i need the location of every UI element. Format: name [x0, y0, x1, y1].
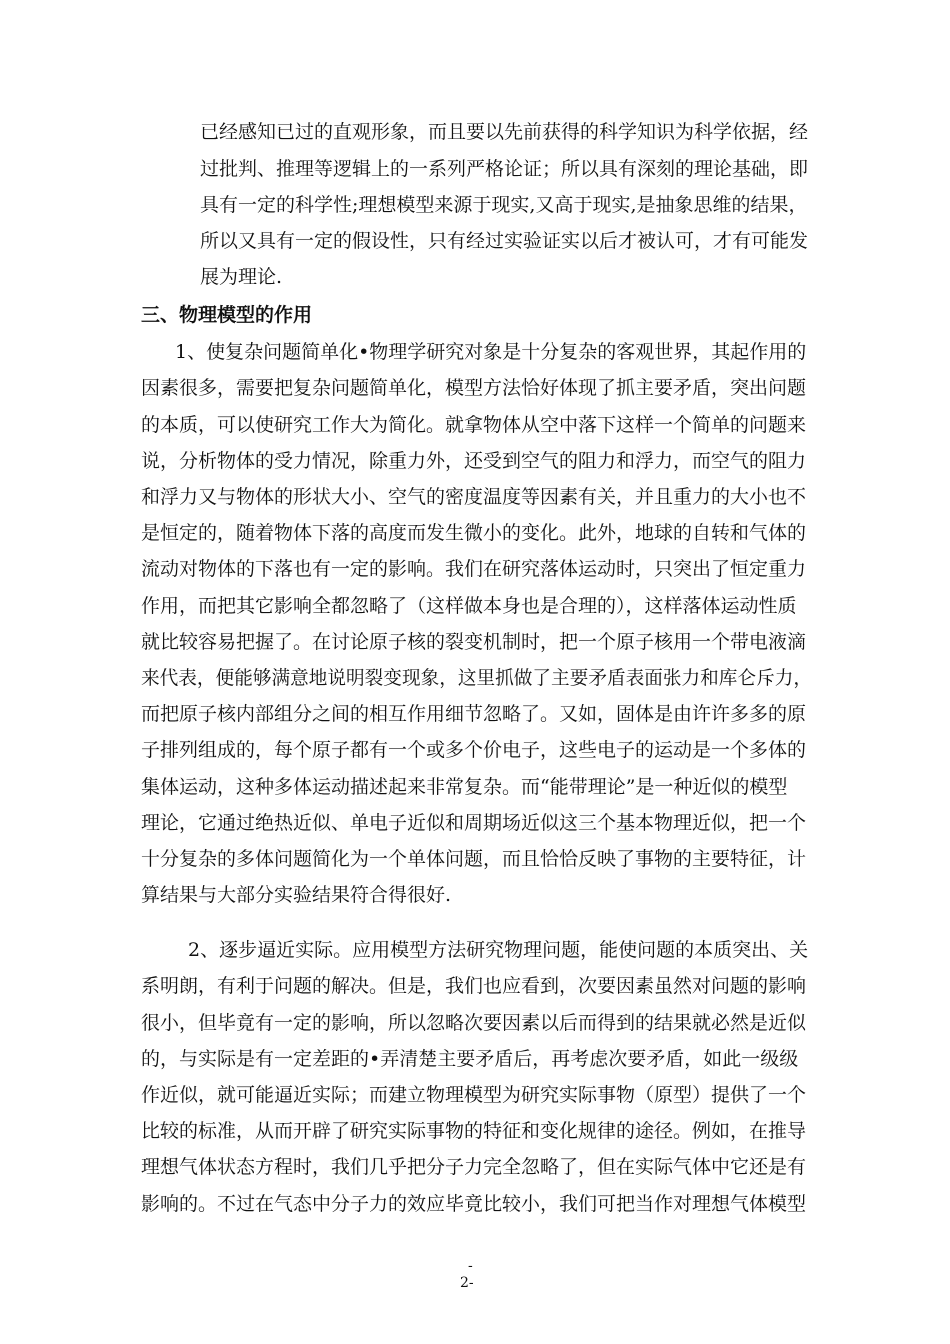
text-line: 比较的标准，从而开辟了研究实际事物的特征和变化规律的途径。例如，在推导 — [141, 1120, 807, 1142]
page-number: 2- — [460, 1275, 474, 1291]
text-line: 过批判、推理等逻辑上的一系列严格论证；所以具有深刻的理论基础，即 — [200, 158, 809, 180]
text-line: 算结果与大部分实验结果符合得很好. — [141, 884, 452, 906]
text-line: 所以又具有一定的假设性，只有经过实验证实以后才被认可，才有可能发 — [200, 230, 809, 252]
text-line: 就比较容易把握了。在讨论原子核的裂变机制时，把一个原子核用一个带电液滴 — [141, 631, 807, 653]
text-line: 理论，它通过绝热近似、单电子近似和周期场近似这三个基本物理近似，把一个 — [141, 812, 807, 834]
section-heading: 三、物理模型的作用 — [141, 304, 313, 326]
text-line: 的本质，可以使研究工作大为简化。就拿物体从空中落下这样一个简单的问题来 — [141, 414, 807, 436]
text-line: 子排列组成的，每个原子都有一个或多个价电子，这些电子的运动是一个多体的 — [141, 739, 807, 761]
text-line: 因素很多，需要把复杂问题简单化，模型方法恰好体现了抓主要矛盾，突出问题 — [141, 377, 807, 399]
text-line: 影响的。不过在气态中分子力的效应毕竟比较小，我们可把当作对理想气体模型 — [141, 1193, 807, 1215]
text-line: 很小，但毕竟有一定的影响，所以忽略次要因素以后而得到的结果就必然是近似 — [141, 1012, 807, 1034]
text-line: 集体运动，这种多体运动描述起来非常复杂。而“能带理论”是一种近似的模型 — [141, 776, 788, 798]
text-line: 作用，而把其它影响全都忽略了（这样做本身也是合理的），这样落体运动性质 — [141, 595, 797, 617]
text-line: 而把原子核内部组分之间的相互作用细节忽略了。又如，固体是由许许多多的原 — [141, 703, 807, 725]
text-line: 具有一定的科学性;理想模型来源于现实,又高于现实,是抽象思维的结果， — [200, 194, 808, 216]
footer-dash: - — [468, 1258, 473, 1274]
text-line: 系明朗，有利于问题的解决。但是，我们也应看到，次要因素虽然对问题的影响 — [141, 975, 807, 997]
text-line: 十分复杂的多体问题简化为一个单体问题，而且恰恰反映了事物的主要特征，计 — [141, 848, 807, 870]
text-line: 理想气体状态方程时，我们几乎把分子力完全忽略了，但在实际气体中它还是有 — [141, 1156, 807, 1178]
text-line: 作近似，就可能逼近实际；而建立物理模型为研究实际事物（原型）提供了一个 — [141, 1084, 807, 1106]
text-line: 来代表，便能够满意地说明裂变现象，这里抓做了主要矛盾表面张力和库仑斥力， — [141, 667, 813, 689]
text-line: 1、使复杂问题简单化•物理学研究对象是十分复杂的客观世界，其起作用的 — [175, 341, 807, 363]
text-line: 流动对物体的下落也有一定的影响。我们在研究落体运动时，只突出了恒定重力 — [141, 558, 807, 580]
text-line: 已经感知已过的直观形象，而且要以先前获得的科学知识为科学依据，经 — [200, 121, 809, 143]
text-line: 说，分析物体的受力情况，除重力外，还受到空气的阻力和浮力，而空气的阻力 — [141, 450, 807, 472]
text-line: 展为理论. — [200, 266, 283, 288]
text-line: 和浮力又与物体的形状大小、空气的密度温度等因素有关，并且重力的大小也不 — [141, 486, 807, 508]
text-line: 2、逐步逼近实际。应用模型方法研究物理问题，能使问题的本质突出、关 — [188, 939, 809, 961]
text-line: 的，与实际是有一定差距的•弄清楚主要矛盾后，再考虑次要矛盾，如此一级级 — [141, 1048, 799, 1070]
text-line: 是恒定的，随着物体下落的高度而发生微小的变化。此外，地球的自转和气体的 — [141, 522, 807, 544]
